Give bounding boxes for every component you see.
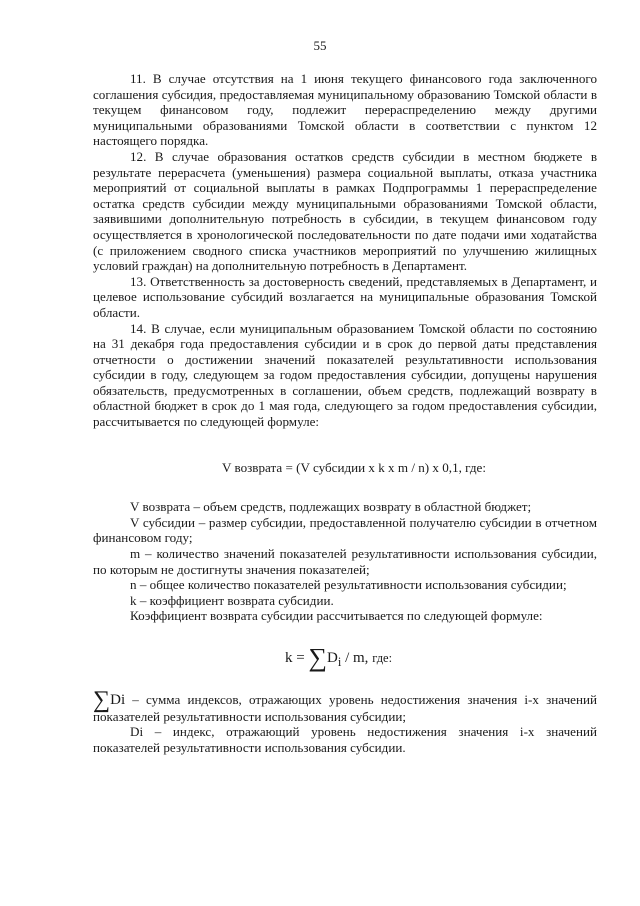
sigma-di-symbol bbox=[93, 687, 126, 713]
paragraph-13: 13. Ответственность за достоверность сведений, представляемых в Департамент, и целевое использование субсидий возлагается на муниципальные образования Томской области. bbox=[93, 273, 597, 320]
formula-rest: / m, bbox=[341, 650, 373, 666]
definition-di: Di – индекс, отражающий уровень недостижения значения i-х значений показателей результативности использования субсидии. bbox=[93, 724, 597, 755]
return-volume-formula: V возврата = (V субсидии x k x m / n) x 0,1, где: bbox=[221, 459, 486, 475]
definition-m: m – количество значений показателей результативности использования субсидии, по которым не достигнуты значения показателей; bbox=[93, 546, 597, 577]
coefficient-intro: Коэффициент возврата субсидии рассчитывается по следующей формуле: bbox=[130, 608, 543, 624]
coefficient-formula bbox=[93, 643, 597, 672]
formula-subscript-i: i bbox=[337, 655, 342, 669]
definition-sigma-di bbox=[93, 687, 597, 724]
sigma-symbol: ∑ bbox=[308, 643, 328, 672]
formula-gde: где: bbox=[372, 651, 393, 665]
paragraph-11: 11. В случае отсутствия на 1 июня текущего финансового года заключенного соглашения субсидия, предоставляемая муниципальному образованию Томской области в текущем финансовом году, подлежит перераспределению между другими муниципальными образованиями Томской области в соответствии с пунктом 12 настоящего порядка. bbox=[93, 71, 597, 149]
page-number: 55 bbox=[313, 38, 327, 53]
sigma-di-text: – сумма индексов, отражающих уровень недостижения значения i-х значений показателей результативности использования субсидии; bbox=[93, 692, 597, 724]
formula-k-lhs: k = bbox=[285, 650, 309, 666]
sigma-di-label: Di bbox=[110, 692, 126, 708]
formula-d: D bbox=[327, 650, 338, 666]
definition-n: n – общее количество показателей результативности использования субсидии; bbox=[130, 577, 567, 593]
definition-v-vozvrata: V возврата – объем средств, подлежащих возврату в областной бюджет; bbox=[130, 499, 532, 515]
definition-k: k – коэффициент возврата субсидии. bbox=[130, 592, 334, 608]
paragraph-12: 12. В случае образования остатков средств субсидии в местном бюджете в результате перерасчета (уменьшения) размера социальной выплаты, отказа участника мероприятий от социальной выплаты в рамках Подпрограммы 1 перераспределение остатка средств субсидии между муниципальными образованиями Томской области, заявившими дополнительную потребность в субсидии, в текущем финансовом году осуществляется в хронологической последовательности по дате подачи ими ходатайства (с приложением сводного списка участников мероприятий по улучшению жилищных условий граждан) на дополнительную потребность в Департамент. bbox=[93, 148, 597, 274]
paragraph-14: 14. В случае, если муниципальным образованием Томской области по состоянию на 31 декабря года предоставления субсидии и в срок до первой даты представления отчетности о достижении значений показателей результативности использования субсидии в году, следующем за годом предоставления субсидии, допущены нарушения обязательств, предусмотренных в соглашении, объем средств, подлежащий возврату в областной бюджет в срок до 1 мая года, следующего за годом предоставления субсидии, рассчитывается по следующей формуле: bbox=[93, 320, 597, 430]
sigma-symbol-small: ∑ bbox=[93, 687, 111, 713]
definition-v-subsidii: V субсидии – размер субсидии, предоставленной получателю субсидии в отчетном финансовом году; bbox=[93, 514, 597, 546]
document-body bbox=[93, 71, 597, 755]
